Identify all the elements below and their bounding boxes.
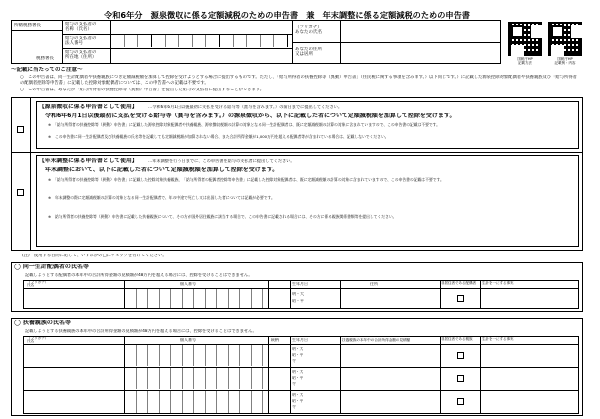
employee-address-field[interactable]	[341, 43, 499, 63]
source-section-title-note: …令和6年6月1日以後最初に支払を受ける給与等（賞与を含みます。）の前日までに提出してください。	[148, 105, 343, 109]
source-withholding-checkbox[interactable]	[17, 126, 24, 133]
dependents-col-number: 個人番号	[180, 338, 196, 342]
qr-code-instructions[interactable]	[508, 22, 542, 56]
dependent-3-number-field[interactable]	[125, 391, 267, 413]
source-section-headline: 令和6年6月1日以後最初に支払を受ける給与等（賞与を含みます。）の源泉徴収から、以下に記載した者について定額減税額を加算して控除を受けます。	[45, 113, 456, 119]
spouse-nonresident-checkbox[interactable]	[457, 295, 464, 302]
dependent-3-livelihood-field[interactable]	[481, 391, 578, 413]
employee-name-field[interactable]	[341, 21, 499, 41]
yearend-section-title: 【年末調整に係る申告書として使用】	[39, 158, 138, 164]
dependents-col-income: 扶養親族の本年中の合計所得金額の見積額	[342, 338, 411, 342]
dependent-1-era-2: 昭・平	[292, 353, 304, 357]
spouse-col-address: 住所	[370, 282, 378, 286]
dependent-2-era-2: 昭・平	[292, 376, 304, 380]
dependent-2-name-field[interactable]	[24, 368, 123, 389]
spouse-section-title: ◯ 同一生計配偶者の氏名等	[14, 264, 89, 270]
dependents-col-name: （フリガナ） 氏名	[27, 336, 49, 344]
payer-address-label: 給与の支払者の 所在地（住所）	[65, 50, 97, 61]
dependents-title-text: 扶養親族の氏名等	[22, 320, 71, 326]
dependent-3-nonresident-checkbox[interactable]	[457, 398, 464, 405]
payer-name-field[interactable]	[111, 21, 291, 33]
payer-number-field[interactable]	[111, 35, 291, 47]
yearend-section-headline: 年末調整において、以下に記載した者について定額減税額を加算して控除を受けます。	[45, 167, 279, 173]
dependent-3-income-field[interactable]	[341, 391, 439, 413]
dependent-1-era-1: 明・大	[292, 347, 304, 351]
yearend-section-title-note: …年末調整を行う日までに、この申告書を給与の支払者に提出してください。	[148, 159, 295, 163]
qr-code-examples[interactable]	[548, 22, 582, 56]
yearend-section-detail-3: ※ 給与所得者の扶養控除等（異動）申告書に記載した扶養親族について、その方が国外居住親族に該当する場合で、この申告書に記載される場合には、その方に係る親族関係書類等を提出してください。	[48, 214, 397, 219]
spouse-address-field[interactable]	[341, 289, 439, 308]
dependent-3-relation-field[interactable]	[269, 391, 289, 413]
note-1: ○ この申告書は、同一生計配偶者や扶養親族につき定額減税額を加算して控除を受けようとする場合に提出するものです。ただし、「給与所得者の扶養控除等（異動）申告書」（住民税に関する事項を含みます。）以下同じです。）に記載した源泉控除対象配偶者や扶養親族及び「給与所得者の配偶者控除等申告書」に記載した控除対象配偶者については、この申告書への記載は不要です。	[20, 75, 577, 86]
dependents-col-nonresident: 非居住者である親族	[441, 337, 473, 341]
spouse-col-nonresident: 非居住者である配偶者	[441, 281, 476, 285]
spouse-number-field[interactable]	[125, 289, 267, 308]
dependents-col-relation: 続柄	[271, 338, 279, 342]
notes-heading: 〜記載に当たってのご注意〜	[11, 67, 83, 73]
year-end-adjustment-checkbox[interactable]	[17, 189, 24, 196]
mark-instruction: (注) 使用する目的に応じて、いずれかの□にチェックを付けてください。	[22, 254, 167, 258]
dependent-1-era-3: 令	[292, 359, 296, 363]
source-section-detail-1: ※ 「給与所得者の扶養控除等（異動）申告書」に記載した源泉控除対象配偶者や扶養親族、源泉徴収税額の計算の対象となる同一生計配偶者は、既に定額減税額の計算の対象に含まれていますので、この申告書の記載は不要です。	[48, 122, 440, 127]
employee-name-label: （フリガナ） あなたの氏名	[295, 25, 322, 36]
yearend-section-detail-1: ※ 「給与所得者の扶養控除等（異動）申告書」に記載した控除対象扶養親族、「給与所得者の配偶者控除等申告書」に記載した控除対象配偶者は、既に定額減税額の計算の対象に含まれていますので、この申告書の記載は不要です。	[48, 177, 444, 182]
dependent-3-era-1: 明・大	[292, 393, 304, 397]
note-2: ○ この申告書は、あなたが「給与所得者の扶養控除等（異動）申告書」を提出した給与の支払者に提出することができます。	[20, 88, 265, 92]
yearend-section-detail-2: ※ 年末調整の際に定額減税額の計算の対象となる同一生計配偶者で、年の中途で死亡し又は出国した者については記載が必要です。	[48, 195, 275, 200]
dependent-2-relation-field[interactable]	[269, 368, 289, 389]
dependent-3-era-3: 令	[292, 405, 296, 409]
tax-office-label: 所轄税務署長	[14, 23, 41, 28]
qr-caption-instructions: 国税庁HP 記載方法	[517, 57, 533, 66]
payer-number-label: 給与の支払者の 法人番号	[65, 36, 97, 47]
tax-office-suffix: 税務署長	[36, 56, 54, 61]
dependent-1-relation-field[interactable]	[269, 345, 289, 366]
spouse-col-livelihood: 生計を一にする事実	[482, 281, 514, 285]
spouse-livelihood-field[interactable]	[481, 289, 578, 308]
spouse-era-2: 昭・平	[292, 299, 304, 303]
dependents-section-note: 記載しようとする扶養親族の本年中の合計所得金額の見積額が48万円を超える場合には、控除を受けることはできません。	[25, 329, 257, 333]
dependent-1-livelihood-field[interactable]	[481, 345, 578, 366]
dependent-2-nonresident-checkbox[interactable]	[457, 375, 464, 382]
dependent-2-livelihood-field[interactable]	[481, 368, 578, 389]
dependent-3-name-field[interactable]	[24, 391, 123, 413]
spouse-title-text: 同一生計配偶者の氏名等	[22, 264, 89, 270]
spouse-era-1: 明・大	[292, 292, 304, 296]
dependents-col-birthdate: 生年月日	[292, 338, 308, 342]
payer-name-label: 給与の支払者の 名称（氏名）	[65, 22, 97, 33]
qr-caption-examples: 国税庁HP 記載例・内容	[554, 57, 576, 66]
dependent-1-number-field[interactable]	[125, 345, 267, 366]
dependent-3-era-2: 昭・平	[292, 399, 304, 403]
spouse-col-birthdate: 生年月日	[292, 282, 308, 286]
source-section-title: 【源泉徴収に係る申告書として使用】	[39, 104, 138, 110]
dependents-col-livelihood: 生計を一にする事実	[482, 337, 514, 341]
source-section-detail-2: ※ この申告書に同一生計配偶者及び扶養親族の氏名等を記載しても定額減税額が加算されない場合、また合計所得金額が1,000万円を超える配偶者等が含まれている場合は、記載しないでください。	[48, 134, 389, 139]
dependent-2-income-field[interactable]	[341, 368, 439, 389]
form-title: 令和6年分 源泉徴収に係る定額減税のための申告書 兼 年末調整に係る定額減税のための申告書	[104, 11, 470, 20]
payer-address-field[interactable]	[111, 49, 291, 63]
dependent-1-nonresident-checkbox[interactable]	[457, 352, 464, 359]
spouse-section-note: 記載しようとする配偶者の本年中の合計所得金額の見積額が48万円を超える場合には、控除を受けることはできません。	[25, 273, 253, 277]
dependent-2-era-3: 令	[292, 382, 296, 386]
dependent-2-era-1: 明・大	[292, 370, 304, 374]
dependent-1-name-field[interactable]	[24, 345, 123, 366]
dependents-section-title: ◯ 扶養親族の氏名等	[14, 320, 71, 326]
spouse-name-field[interactable]	[24, 289, 123, 308]
spouse-col-number: 個人番号	[180, 282, 196, 286]
employee-address-label: あなたの住所 又は居所	[295, 47, 322, 58]
dependent-2-number-field[interactable]	[125, 368, 267, 389]
dependent-1-income-field[interactable]	[341, 345, 439, 366]
spouse-col-name: （フリガナ） 氏名	[27, 280, 49, 288]
